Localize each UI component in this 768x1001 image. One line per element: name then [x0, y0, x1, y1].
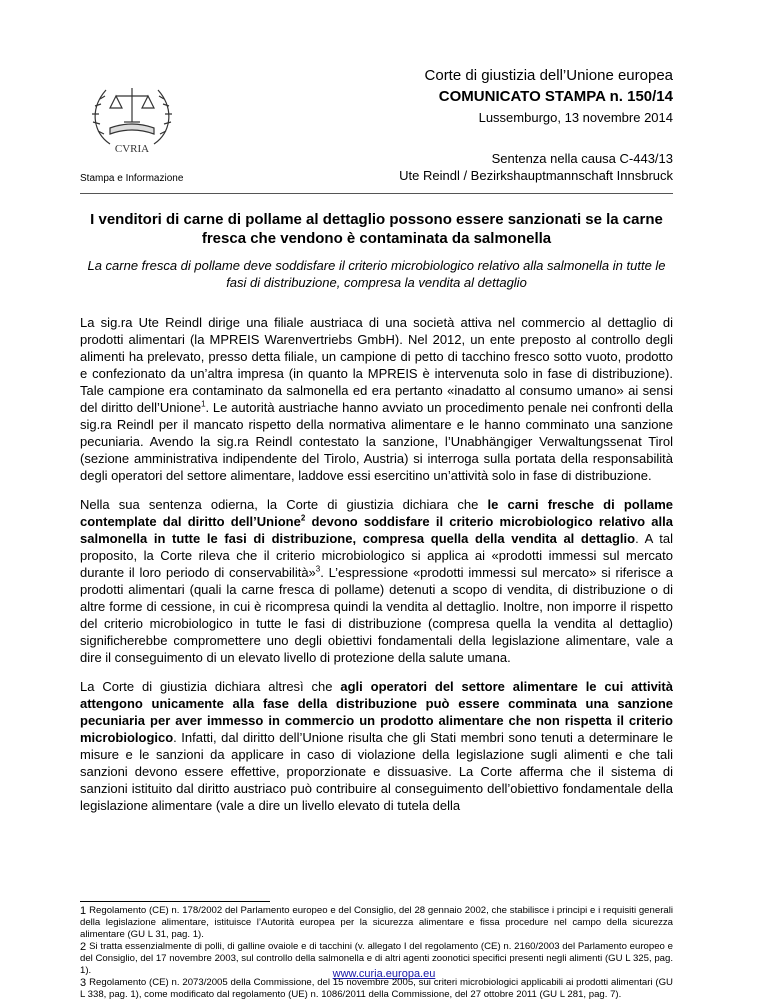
footnote-ref-3[interactable]: 3: [315, 564, 321, 574]
judgment-reference: [399, 150, 673, 184]
paragraph-2: Nella sua sentenza odierna, la Corte di giustizia dichiara che le carni fresche di pollame contemplate dal diritto dell’Unione$^2$ devono soddisfare il criterio microbiologico relativo alla salmonella in tutte le fasi di distribuzione, compresa quella della vendita al dettaglio. A tal proposito, la Corte rileva che il criterio microbiologico si applica ai «prodotti immessi sul mercato durante il loro periodo di conservabilità»$^3$. L’espressione «prodotti immessi sul mercato» si riferisce a prodotti alimentari (quali la carne fresca di pollame) detenuti a scopo di vendita, di distribuzione o di altre forme di cessione, in cui è ricompresa quindi la vendita al dettaglio. Inoltre, non imporre il rispetto del criterio microbiologico in tutte le fasi di distribuzione (compresa quella la vendita al dettaglio) significherebbe compromettere uno degli obiettivi fondamentali della legislazione alimentare, vale a dire il conseguimento di un elevato livello di protezione della salute umana.: [80, 497, 673, 665]
curia-logo: [80, 72, 184, 160]
paragraph-3: La Corte di giustizia dichiara altresì che agli operatori del settore alimentare le cui attività attengono unicamente alla fase della distribuzione può essere comminata una sanzione pecuniaria per aver immesso in commercio un prodotto alimentare che non rispetta il criterio microbiologico. Infatti, dal diritto dell’Unione risulta che gli Stati membri sono tenuti a determinare le misure e le sanzioni da applicare in caso di violazione della legislazione sugli alimenti e che tali sanzioni devono essere effettive, proporzionate e dissuasive. La Corte afferma che il sistema di sanzioni istituito dal diritto austriaco può contribuire al conseguimento dell’obiettivo fondamentale della legislazione alimentare (vale a dire un livello elevato di tutela della: [80, 679, 673, 813]
judgment-parties: Ute Reindl / Bezirkshauptmannschaft Innsbruck: [399, 168, 673, 183]
logo-text: CVRIA: [114, 143, 150, 155]
footnotes: [80, 905, 673, 1001]
page-title: I venditori di carne di pollame al dettaglio possono essere sanzionati se la carne fresca che vendono è contaminata da salmonella: [90, 211, 663, 247]
page-subtitle: La carne fresca di pollame deve soddisfare il criterio microbiologico relativo alla salmonella in tutte le fasi di distribuzione, compresa la vendita al dettaglio: [87, 258, 666, 290]
paragraph-1: La sig.ra Ute Reindl dirige una filiale austriaca di una società attiva nel commercio al dettaglio di prodotti alimentari (la MPREIS Warenvertriebs GmbH). Nel 2012, un ente preposto al controllo degli alimenti ha prelevato, presso detta filiale, un campione di petto di tacchino fresco sotto vuoto, prodotto e confezionato da un’altra impresa (in quanto la MPREIS è intervenuta solo in fase di distribuzione). Tale campione era contaminato da salmonella ed era pertanto «inadatto al consumo umano» ai sensi del diritto dell’Unione$^1$. Le autorità austriache hanno avviato un procedimento penale nei confronti della sig.ra Reindl per il mancato rispetto della normativa alimentare e le hanno comminato una sanzione pecuniaria. Avendo la sig.ra Reindl contestato la sanzione, l’Unabhängiger Verwaltungssenat Tirol (sezione amministrativa indipendente del Tirolo, Austria) si interroga sulla portata della responsabilità degli operatori del settore alimentare, laddove essi esercitino un’attività solo in fase di distribuzione.: [80, 315, 673, 483]
department-label: Stampa e Informazione: [80, 173, 184, 184]
footnote-1: 1 Regolamento (CE) n. 178/2002 del Parlamento europeo e del Consiglio, del 28 gennaio 2002, che stabilisce i principi e i requisiti generali della legislazione alimentare, istituisce l’Autorità europea per la sicurezza alimentare e fissa procedure nel campo della sicurezza alimentare (GU L 31, pag. 1).: [80, 905, 673, 940]
court-name: Corte di giustizia dell’Unione europea: [424, 67, 673, 84]
release-date: Lussemburgo, 13 novembre 2014: [478, 110, 673, 125]
header-divider: [80, 193, 673, 194]
footnote-3: 3 Regolamento (CE) n. 2073/2005 della Commissione, del 15 novembre 2005, sui criteri microbiologici applicabili ai prodotti alimentari (GU L 338, pag. 1), come modificato dal regolamento (UE) n. 1086/2011 della Commissione, del 27 ottobre 2011 (GU L 281, pag. 7).: [80, 977, 673, 1000]
press-body: [80, 314, 673, 826]
curia-website-link[interactable]: www.curia.europa.eu: [332, 968, 436, 980]
judgment-case: Sentenza nella causa C-443/13: [491, 151, 673, 166]
footnote-divider: [80, 901, 270, 902]
header-right: [425, 66, 673, 128]
press-release-number: COMUNICATO STAMPA n. 150/14: [438, 88, 673, 105]
footnote-ref-1[interactable]: 1: [201, 399, 206, 409]
footnote-2: 2 Si tratta essenzialmente di polli, di galline ovaiole e di tacchini (v. allegato I del regolamento (CE) n. 2160/2003 del Parlamento europeo e del Consiglio, del 17 novembre 2003, sul controllo della salmonella e di altri agenti zoonotici specifici presenti negli alimenti (GU L 325, pag. 1).: [80, 941, 673, 976]
footnote-ref-2[interactable]: 2: [300, 513, 306, 523]
